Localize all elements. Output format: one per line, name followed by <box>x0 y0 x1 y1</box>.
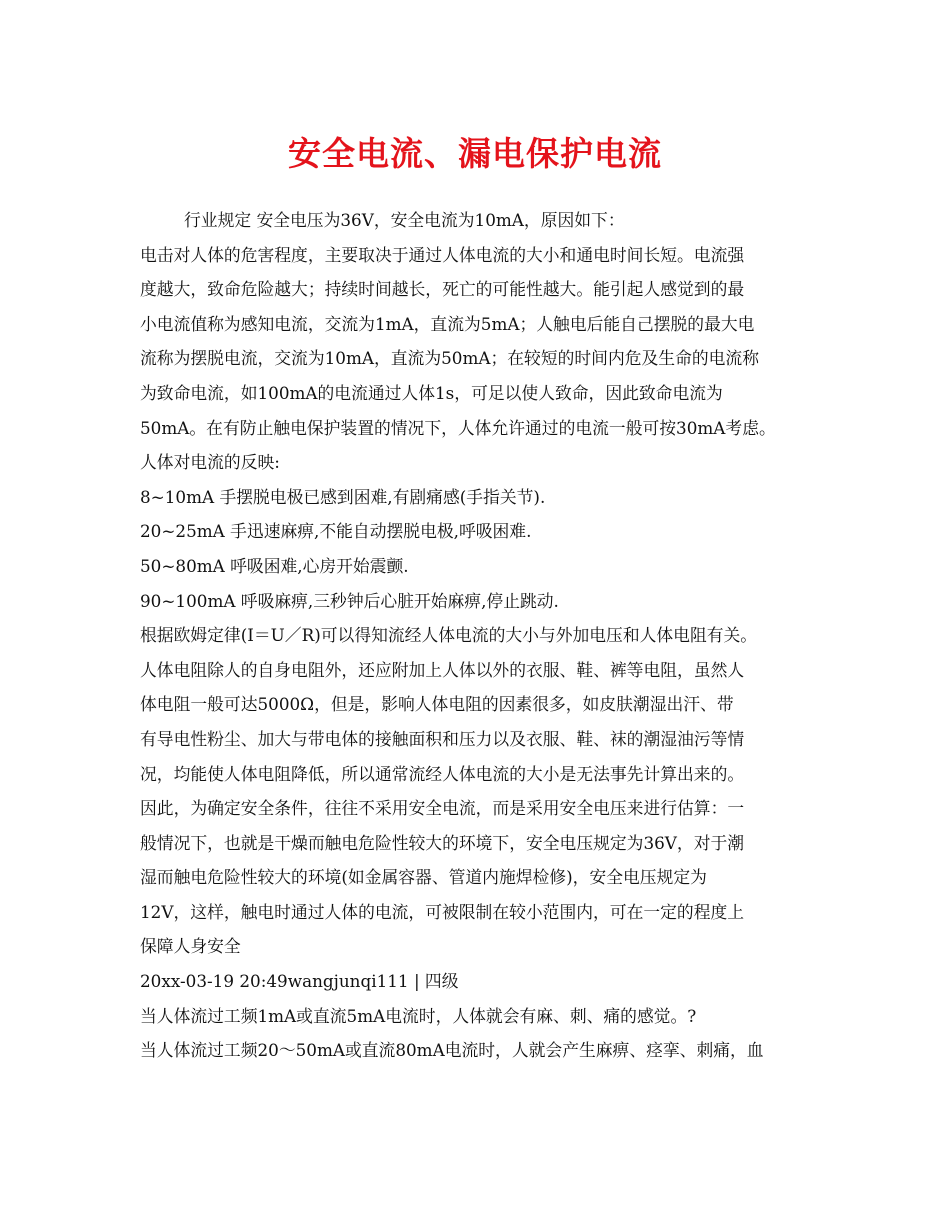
paragraph-line: 般情况下，也就是干燥而触电危险性较大的环境下，安全电压规定为36V，对于潮 <box>140 832 745 853</box>
reaction-item: 20~25mA 手迅速麻痹,不能自动摆脱电极,呼吸困难. <box>140 521 532 542</box>
paragraph-line: 电击对人体的危害程度，主要取决于通过人体电流的大小和通电时间长短。电流强 <box>140 244 745 265</box>
paragraph-line: 小电流值称为感知电流，交流为1mA，直流为5mA；人触电后能自己摆脱的最大电 <box>140 313 755 334</box>
paragraph-line: 况，均能使人体电阻降低，所以通常流经人体电流的大小是无法事先计算出来的。 <box>140 763 745 784</box>
paragraph-line: 有导电性粉尘、加大与带电体的接触面积和压力以及衣服、鞋、袜的潮湿油污等情 <box>140 728 745 749</box>
reaction-item: 50~80mA 呼吸困难,心房开始震颤. <box>140 555 409 576</box>
paragraph-line: 体电阻一般可达5000Ω，但是，影响人体电阻的因素很多，如皮肤潮湿出汗、带 <box>140 694 734 715</box>
paragraph-line: 当人体流过工频1mA或直流5mA电流时，人体就会有麻、刺、痛的感觉。? <box>140 1005 697 1026</box>
paragraph-line: 为致命电流，如100mA的电流通过人体1s，可足以使人致命，因此致命电流为 <box>140 382 723 403</box>
paragraph-line: 人体对电流的反映: <box>140 452 280 473</box>
paragraph-line: 50mA。在有防止触电保护装置的情况下，人体允许通过的电流一般可按30mA考虑。 <box>140 417 776 438</box>
reaction-item: 90~100mA 呼吸麻痹,三秒钟后心脏开始麻痹,停止跳动. <box>140 590 559 611</box>
paragraph-line: 根据欧姆定律(I＝U／R)可以得知流经人体电流的大小与外加电压和人体电阻有关。 <box>140 625 758 646</box>
paragraph-line: 12V，这样，触电时通过人体的电流，可被限制在较小范围内，可在一定的程度上 <box>140 901 745 922</box>
reaction-item: 8~10mA 手摆脱电极已感到困难,有剧痛感(手指关节). <box>140 486 546 507</box>
page-title: 安全电流、漏电保护电流 <box>288 134 662 173</box>
paragraph-line: 流称为摆脱电流，交流为10mA，直流为50mA；在较短的时间内危及生命的电流称 <box>140 348 759 369</box>
paragraph-line: 保障人身安全 <box>140 936 241 957</box>
paragraph-line: 因此，为确定安全条件，往往不采用安全电流，而是采用安全电压来进行估算：一 <box>140 798 745 819</box>
paragraph-line: 当人体流过工频20～50mA或直流80mA电流时，人就会产生麻痹、痉挛、刺痛，血 <box>140 1040 764 1061</box>
paragraph-line: 湿而触电危险性较大的环境(如金属容器、管道内施焊检修)，安全电压规定为 <box>140 867 707 888</box>
document-body <box>140 203 820 1068</box>
paragraph-line: 人体电阻除人的自身电阻外，还应附加上人体以外的衣服、鞋、裤等电阻，虽然人 <box>140 659 745 680</box>
paragraph-line: 度越大，致命危险越大；持续时间越长，死亡的可能性越大。能引起人感觉到的最 <box>140 279 745 300</box>
post-meta: 20xx-03-19 20:49wangjunqi111 | 四级 <box>140 971 459 992</box>
paragraph-line: 行业规定 安全电压为36V，安全电流为10mA，原因如下： <box>184 210 625 230</box>
